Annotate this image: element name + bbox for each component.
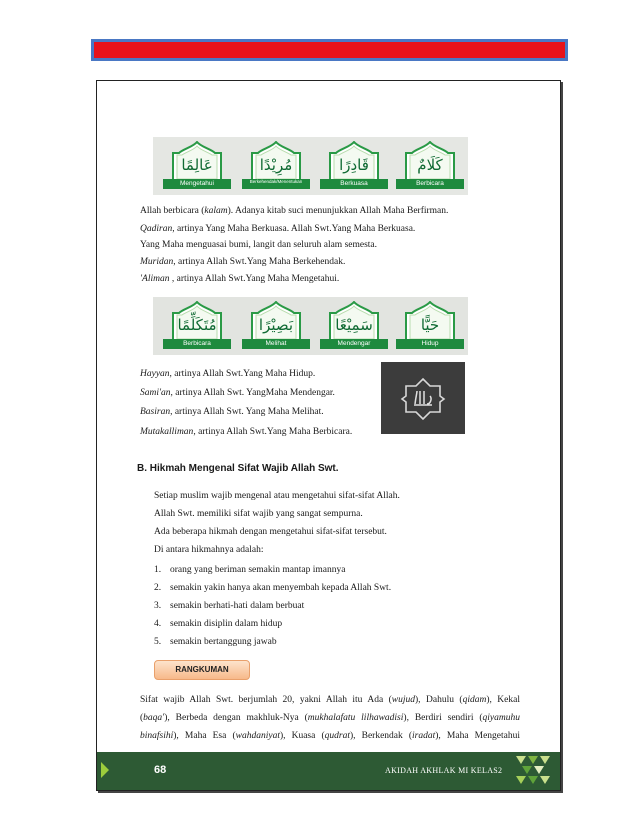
badge-arabic: مُتَكَلِّمًا (177, 316, 217, 334)
section-b-title: B. Hikmah Mengenal Sifat Wajib Allah Swt. (137, 463, 339, 474)
book-title: AKIDAH AKHLAK MI KELAS2 (385, 766, 503, 775)
page-number: 68 (154, 764, 167, 776)
text-line: Mutakalliman, artinya Allah Swt.Yang Maha Berbicara. (140, 427, 353, 437)
attribute-badge (244, 301, 308, 351)
rangkuman-label: RANGKUMAN (154, 660, 250, 680)
attribute-strip-2 (153, 297, 468, 355)
paragraph-line: Ada beberapa hikmah dengan mengetahui sifat-sifat tersebut. (154, 527, 387, 537)
paragraph-line: Allah Swt. memiliki sifat wajib yang sangat sempurna. (154, 509, 363, 519)
badge-label: Berkuasa (320, 179, 388, 189)
attribute-badge (398, 141, 462, 191)
badge-label: Berbicara (396, 179, 464, 189)
summary-line: (baqa'), Berbeda dengan makhluk-Nya (mukhalafatu lilhawadisi), Berdiri sendiri (qiyamuhu (140, 713, 520, 723)
badge-label: Mendengar (320, 339, 388, 349)
paragraph-line: Di antara hikmahnya adalah: (154, 545, 264, 555)
text-line: Yang Maha menguasai bumi, langit dan seluruh alam semesta. (140, 240, 378, 250)
top-red-banner (91, 39, 568, 61)
badge-arabic: قَادِرًا (339, 156, 369, 174)
paragraph-line: Setiap muslim wajib mengenal atau mengetahui sifat-sifat Allah. (154, 491, 400, 501)
list-item: 3. semakin berhati-hati dalam berbuat (154, 601, 305, 611)
attribute-strip-1 (153, 137, 468, 195)
list-item: 1. orang yang beriman semakin mantap imannya (154, 565, 346, 575)
text-line: Muridan, artinya Allah Swt.Yang Maha Berkehendak. (140, 257, 346, 267)
footer-pattern-icon (514, 754, 556, 788)
summary-line: Sifat wajib Allah Swt. berjumlah 20, yakni Allah itu Ada (wujud), Dahulu (qidam), Kekal (140, 695, 520, 705)
attribute-badge (165, 301, 229, 351)
badge-label: Berkehendak/Menentukan (242, 179, 310, 189)
attribute-badge (398, 301, 462, 351)
attribute-badge (244, 141, 308, 191)
text-line: 'Aliman , artinya Allah Swt.Yang Maha Mengetahui. (140, 274, 340, 284)
attribute-badge (322, 301, 386, 351)
book-page (96, 80, 561, 791)
text-line: Hayyan, artinya Allah Swt.Yang Maha Hidup. (140, 369, 316, 379)
badge-arabic: عَالِمًا (181, 156, 213, 174)
attribute-badge (165, 141, 229, 191)
text-line: Basiran, artinya Allah Swt. Yang Maha Melihat. (140, 407, 324, 417)
badge-label: Berbicara (163, 339, 231, 349)
text-line: Sami'an, artinya Allah Swt. YangMaha Mendengar. (140, 388, 335, 398)
badge-arabic: سَمِيْعًا (335, 316, 373, 334)
allah-calligraphy-image (381, 362, 465, 434)
badge-label: Hidup (396, 339, 464, 349)
badge-arabic: كَلَامٌ (417, 156, 443, 174)
badge-label: Melihat (242, 339, 310, 349)
attribute-badge (322, 141, 386, 191)
badge-arabic: مُرِيْدًا (259, 156, 293, 174)
page-footer (97, 752, 560, 790)
text-line: Qadiran, artinya Yang Maha Berkuasa. Allah Swt.Yang Maha Berkuasa. (140, 224, 416, 234)
text-line: Allah berbicara (kalam). Adanya kitab suci menunjukkan Allah Maha Berfirman. (140, 206, 449, 216)
summary-line: binafsihi), Maha Esa (wahdaniyat), Kuasa (qudrat), Berkendak (iradat), Maha Mengetahui (140, 731, 521, 741)
list-item: 2. semakin yakin hanya akan menyembah kepada Allah Swt. (154, 583, 392, 593)
badge-arabic: حَيًّا (420, 316, 440, 334)
calligraphy-icon (400, 376, 446, 422)
list-item: 5. semakin bertanggung jawab (154, 637, 277, 647)
footer-triangle-icon (101, 762, 109, 778)
badge-label: Mengetahui (163, 179, 231, 189)
list-item: 4. semakin disiplin dalam hidup (154, 619, 283, 629)
badge-arabic: بَصِيْرًا (258, 316, 294, 334)
